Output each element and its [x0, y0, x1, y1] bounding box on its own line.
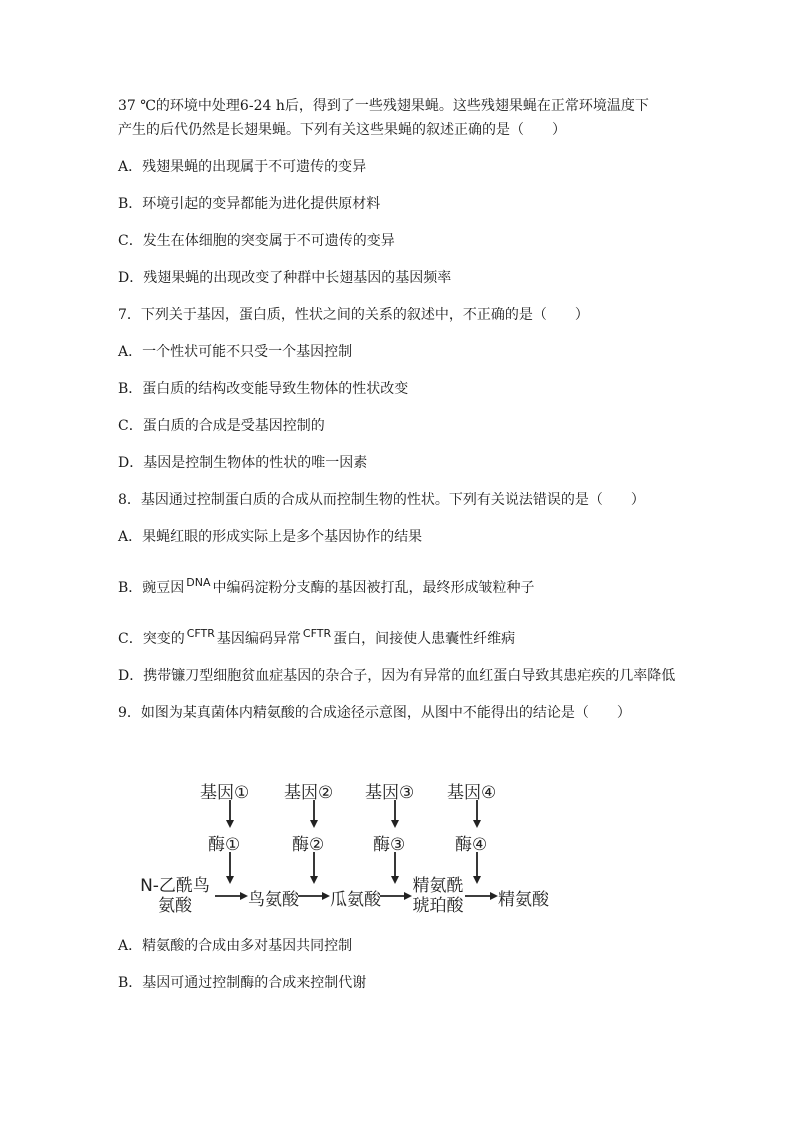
- argsucc-line1: 精氨酰: [412, 876, 464, 896]
- q8-stem: 8．基因通过控制蛋白质的合成从而控制生物的性状。下列有关说法错误的是（ ）: [118, 492, 645, 508]
- enzyme-4-label: 酶④: [455, 835, 488, 855]
- enzyme-1-label: 酶①: [208, 835, 241, 855]
- gene-1-label: 基因①: [200, 783, 250, 803]
- q6-option-b: B．环境引起的变异都能为进化提供原材料: [118, 196, 381, 212]
- q8-option-c-prefix: C．突变的: [118, 631, 185, 647]
- q7-stem: 7．下列关于基因，蛋白质，性状之间的关系的叙述中，不正确的是（ ）: [118, 307, 589, 323]
- q8-option-b: [118, 571, 678, 600]
- q8-option-c-term-cftr-1: CFTR: [186, 627, 215, 640]
- gene-2-label: 基因②: [284, 783, 334, 803]
- substrate-n-acetylornithine: [134, 876, 216, 916]
- q8-option-b-term-dna: DNA: [186, 576, 211, 589]
- q6-option-d: D．残翅果蝇的出现改变了种群中长翅基因的基因频率: [118, 270, 452, 286]
- q8-option-c-suffix: 蛋白，间接使人患囊性纤维病: [333, 631, 516, 647]
- enzyme-3-label: 酶③: [373, 835, 406, 855]
- question-page: [118, 94, 678, 725]
- q6-stem-line1: 37 ℃的环境中处理6-24 h后，得到了一些残翅果蝇。这些残翅果蝇在正常环境温度下: [118, 98, 649, 114]
- q9-option-b: B．基因可通过控制酶的合成来控制代谢: [118, 975, 367, 991]
- q8-option-c-term-cftr-2: CFTR: [302, 627, 332, 640]
- substrate-line1: N-乙酰鸟: [140, 876, 210, 896]
- enzyme-2-label: 酶②: [292, 835, 325, 855]
- product-ornithine: 鸟氨酸: [248, 890, 299, 910]
- q6-stem-line2: 产生的后代仍然是长翅果蝇。下列有关这些果蝇的叙述正确的是（ ）: [118, 122, 566, 138]
- q6-option-a: A．残翅果蝇的出现属于不可遗传的变异: [118, 159, 367, 175]
- q8-option-a: A．果蝇红眼的形成实际上是多个基因协作的结果: [118, 529, 423, 545]
- q7-option-b: B．蛋白质的结构改变能导致生物体的性状改变: [118, 381, 409, 397]
- product-argininosuccinate: [408, 876, 468, 916]
- q8-option-b-prefix: B．豌豆因: [118, 580, 185, 596]
- q8-option-b-suffix: 中编码淀粉分支酶的基因被打乱，最终形成皱粒种子: [212, 580, 535, 596]
- gene-3-label: 基因③: [365, 783, 415, 803]
- q7-option-c: C．蛋白质的合成是受基因控制的: [118, 418, 325, 434]
- q8-option-d: D．携带镰刀型细胞贫血症基因的杂合子，因为有异常的血红蛋白导致其患疟疾的几率降低: [118, 668, 676, 684]
- gene-4-label: 基因④: [447, 783, 497, 803]
- q7-option-d: D．基因是控制生物体的性状的唯一因素: [118, 455, 368, 471]
- q9-options: [118, 934, 678, 995]
- q6-option-c: C．发生在体细胞的突变属于不可遗传的变异: [118, 233, 395, 249]
- argsucc-line2: 琥珀酸: [412, 896, 464, 916]
- product-citrulline: 瓜氨酸: [330, 890, 381, 910]
- q8-option-c-middle: 基因编码异常: [216, 631, 301, 647]
- q9-option-a: A．精氨酸的合成由多对基因共同控制: [118, 938, 353, 954]
- q9-stem: 9．如图为某真菌体内精氨酸的合成途径示意图，从图中不能得出的结论是（ ）: [118, 705, 631, 721]
- q8-option-c: [118, 622, 678, 651]
- q7-option-a: A．一个性状可能不只受一个基因控制: [118, 344, 353, 360]
- substrate-line2: 氨酸: [158, 896, 192, 916]
- product-arginine: 精氨酸: [498, 890, 549, 910]
- arginine-pathway-diagram: [130, 772, 570, 916]
